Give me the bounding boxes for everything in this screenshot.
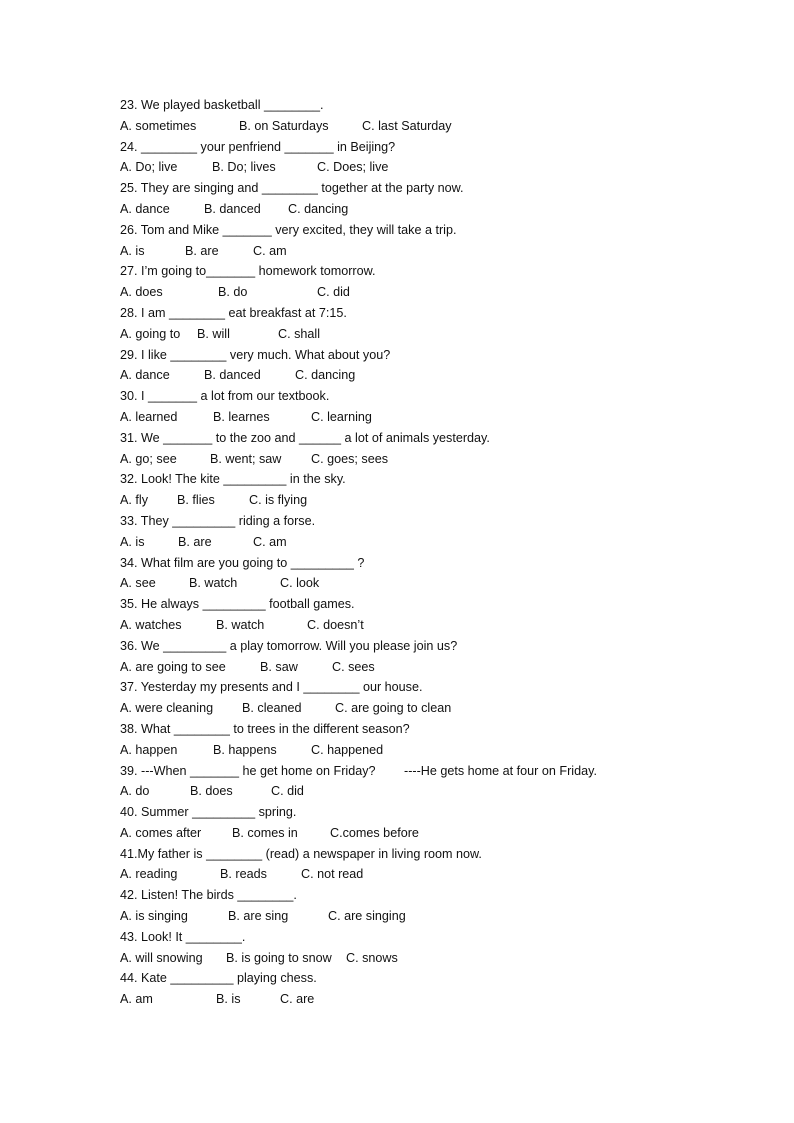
option-a: A. were cleaning [120, 701, 214, 716]
question-stem: 28. I am ________ eat breakfast at 7:15. [120, 305, 347, 320]
option-b: B. on Saturdays [239, 118, 329, 133]
option-a: A. will snowing [120, 950, 203, 965]
options-row [120, 989, 720, 1010]
options-row [120, 615, 720, 636]
options-row [120, 407, 720, 428]
question-stem: 36. We _________ a play tomorrow. Will you please join us? [120, 638, 458, 653]
option-a: A. dance [120, 368, 170, 383]
option-b: B. is [216, 992, 241, 1007]
options-row [120, 241, 720, 262]
option-c: C. snows [346, 950, 398, 965]
option-a: A. happen [120, 742, 178, 757]
question-text [120, 594, 720, 615]
option-b: B. do [218, 285, 248, 300]
option-c: C. not read [301, 867, 364, 882]
option-b: B. is going to snow [226, 950, 332, 965]
option-b: B. danced [204, 201, 261, 216]
options-row [120, 573, 720, 594]
options-row [120, 116, 720, 137]
question-stem: 25. They are singing and ________ together at the party now. [120, 181, 464, 196]
question-stem: 42. Listen! The birds ________. [120, 888, 297, 903]
option-a: A. is singing [120, 909, 188, 924]
option-a: A. dance [120, 201, 170, 216]
option-b: B. comes in [232, 825, 298, 840]
options-row [120, 657, 720, 678]
question-text [120, 802, 720, 823]
options-row [120, 199, 720, 220]
options-row [120, 948, 720, 969]
option-b: B. Do; lives [212, 160, 276, 175]
option-c: C. learning [311, 409, 372, 424]
question-text [120, 428, 720, 449]
options-row [120, 324, 720, 345]
question-text [120, 553, 720, 574]
option-a: A. am [120, 992, 153, 1007]
option-c: C. shall [278, 326, 320, 341]
question-text [120, 885, 720, 906]
option-c: C. sees [332, 659, 375, 674]
question-text [120, 511, 720, 532]
option-c: C. goes; sees [311, 451, 389, 466]
question-text [120, 303, 720, 324]
options-row [120, 823, 720, 844]
options-row [120, 864, 720, 885]
options-row [120, 365, 720, 386]
question-stem: 29. I like ________ very much. What about you? [120, 347, 391, 362]
options-row [120, 532, 720, 553]
option-b: B. cleaned [242, 701, 302, 716]
option-a: A. comes after [120, 825, 202, 840]
question-stem: 24. ________ your penfriend _______ in Beijing? [120, 139, 396, 154]
question-text [120, 345, 720, 366]
option-b: B. flies [177, 493, 215, 508]
question-text [120, 178, 720, 199]
option-c: C. doesn’t [307, 617, 364, 632]
question-text [120, 677, 720, 698]
question-text [120, 261, 720, 282]
question-text [120, 386, 720, 407]
option-b: B. does [190, 784, 233, 799]
option-b: B. saw [260, 659, 298, 674]
option-a: A. learned [120, 409, 178, 424]
option-a: A. going to [120, 326, 181, 341]
question-text [120, 95, 720, 116]
option-c: C. Does; live [317, 160, 389, 175]
question-text [120, 927, 720, 948]
option-a: A. reading [120, 867, 178, 882]
question-stem: 31. We _______ to the zoo and ______ a lot of animals yesterday. [120, 430, 490, 445]
option-b: B. are sing [228, 909, 289, 924]
option-c: C. are going to clean [335, 701, 452, 716]
question-text [120, 220, 720, 241]
option-a: A. does [120, 285, 163, 300]
question-stem: 34. What film are you going to _________ ? [120, 555, 365, 570]
question-text [120, 761, 720, 782]
option-b: B. learnes [213, 409, 270, 424]
question-stem: 35. He always _________ football games. [120, 597, 355, 612]
options-row [120, 157, 720, 178]
question-stem: 23. We played basketball ________. [120, 98, 324, 112]
option-b: B. watch [216, 617, 265, 632]
options-row [120, 906, 720, 927]
question-text [120, 844, 720, 865]
question-text [120, 968, 720, 989]
option-c: C. happened [311, 742, 384, 757]
option-c: C. are [280, 992, 315, 1007]
option-b: B. happens [213, 742, 277, 757]
option-b: B. will [197, 326, 230, 341]
option-c: C. look [280, 576, 320, 591]
option-b: B. went; saw [210, 451, 282, 466]
option-a: A. is [120, 243, 145, 258]
option-a: A. go; see [120, 451, 177, 466]
options-row [120, 449, 720, 470]
option-a: A. Do; live [120, 160, 178, 175]
option-c: C. dancing [295, 368, 356, 383]
option-c: C.comes before [330, 825, 419, 840]
option-c: C. are singing [328, 909, 406, 924]
option-a: A. is [120, 534, 145, 549]
option-b: B. watch [189, 576, 238, 591]
question-stem: 38. What ________ to trees in the different season? [120, 721, 410, 736]
option-c: C. did [317, 285, 350, 300]
worksheet [120, 95, 720, 1010]
question-stem: 27. I’m going to_______ homework tomorrow. [120, 264, 376, 279]
option-b: B. are [185, 243, 219, 258]
question-stem: 26. Tom and Mike _______ very excited, they will take a trip. [120, 222, 457, 237]
option-a: A. watches [120, 617, 182, 632]
question-stem: 43. Look! It ________. [120, 929, 246, 944]
option-b: B. reads [220, 867, 267, 882]
question-stem: 30. I _______ a lot from our textbook. [120, 389, 330, 404]
option-b: B. danced [204, 368, 261, 383]
option-a: A. are going to see [120, 659, 226, 674]
question-stem: 44. Kate _________ playing chess. [120, 971, 317, 986]
question-text [120, 469, 720, 490]
option-c: C. am [253, 534, 287, 549]
question-stem: 41.My father is ________ (read) a newspaper in living room now. [120, 846, 482, 861]
options-row [120, 740, 720, 761]
options-row [120, 490, 720, 511]
option-b: B. are [178, 534, 212, 549]
option-c: C. last Saturday [362, 118, 452, 133]
option-a: A. fly [120, 493, 148, 508]
question-text [120, 137, 720, 158]
option-a: A. do [120, 784, 150, 799]
options-row [120, 781, 720, 802]
options-row [120, 698, 720, 719]
option-c: C. is flying [249, 493, 308, 508]
question-text [120, 719, 720, 740]
options-row [120, 282, 720, 303]
question-text [120, 636, 720, 657]
option-c: C. did [271, 784, 304, 799]
question-stem: 37. Yesterday my presents and I ________ our house. [120, 680, 423, 695]
option-c: C. am [253, 243, 287, 258]
question-stem: 39. ---When _______ he get home on Friday? [120, 763, 376, 778]
option-c: C. dancing [288, 201, 349, 216]
option-a: A. sometimes [120, 118, 197, 133]
question-stem: 40. Summer _________ spring. [120, 805, 297, 820]
option-a: A. see [120, 576, 156, 591]
question-stem: 32. Look! The kite _________ in the sky. [120, 472, 346, 487]
answer-dialogue: ----He gets home at four on Friday. [404, 763, 597, 778]
question-stem: 33. They _________ riding a forse. [120, 513, 316, 528]
